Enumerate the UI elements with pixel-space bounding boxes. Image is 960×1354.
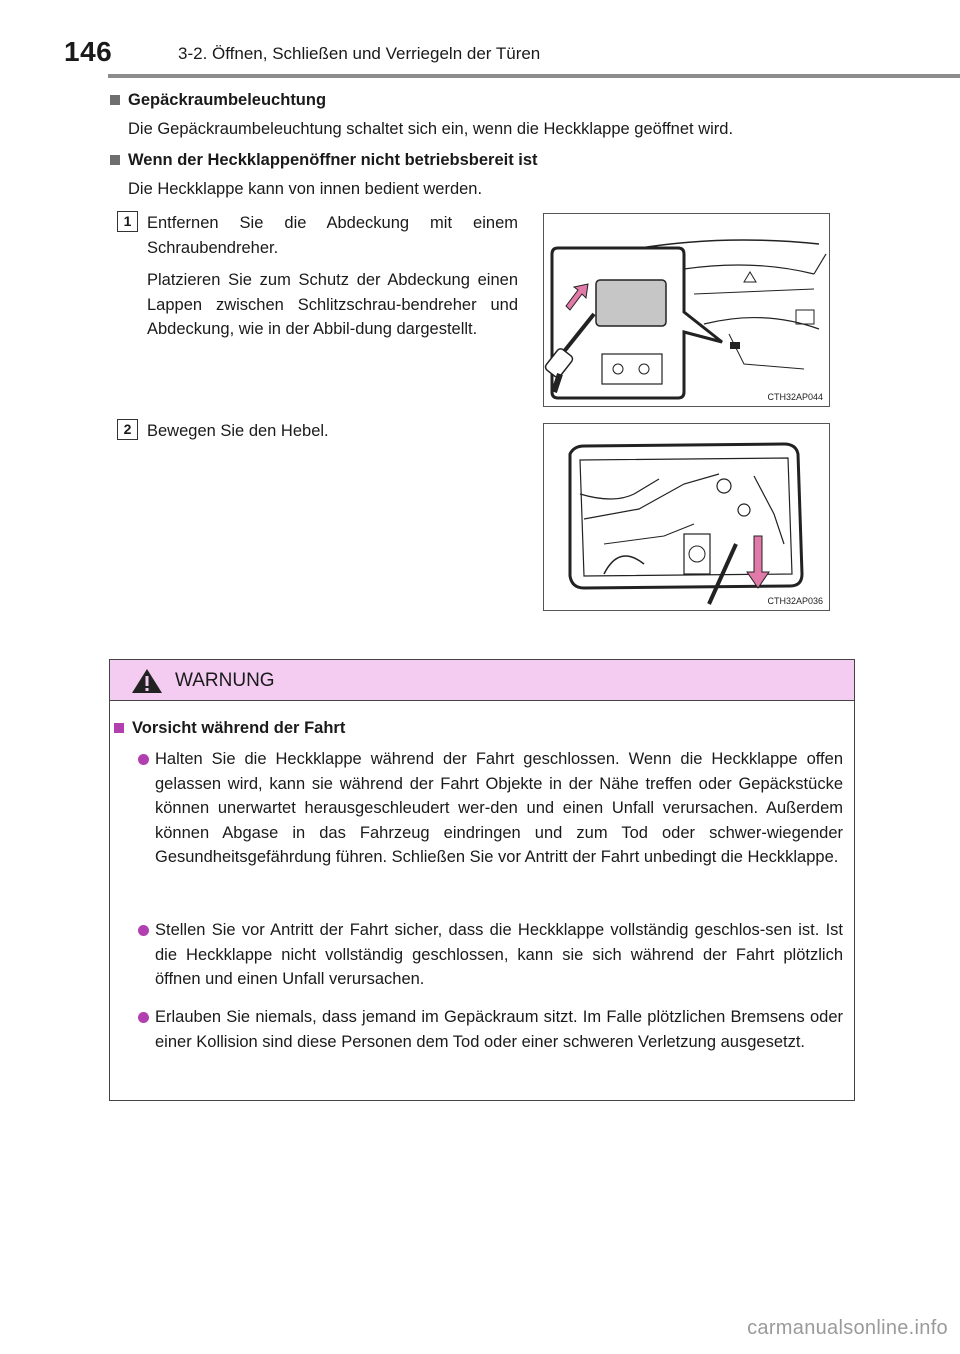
warning-box [109, 659, 855, 1101]
section-heading-luggage-light: Gepäckraumbeleuchtung [110, 91, 326, 110]
figure-remove-cover [543, 213, 830, 407]
page-number: 146 [64, 36, 113, 67]
figure-code: CTH32AP044 [767, 392, 823, 402]
warning-bullet-1: Halten Sie die Heckklappe während der Fahrt geschlossen. Wenn die Heckklappe offen gelassen wird, kann sie während der Fahrt Objekte in der Nähe treffen oder Gepäckstücke können unerwartet herausgeschleudert wer-den und einen Unfall verursachen. Außerdem können Abgase in das Fahrzeug eindringen und zum Tod oder schwer-wiegender Gesundheitsgefährdung führen. Schließen Sie vor Antritt der Fahrt unbedingt die Heckklappe. [155, 750, 843, 866]
step-1-text-a: Entfernen Sie die Abdeckung mit einem Schraubendreher. [147, 214, 518, 257]
section-text-tailgate-opener: Die Heckklappe kann von innen bedient werden. [128, 180, 483, 198]
bullet-dot-icon [138, 754, 149, 765]
warning-title: WARNUNG [175, 670, 275, 691]
warning-bullet-3: Erlauben Sie niemals, dass jemand im Gepäckraum sitzt. Im Falle plötzlichen Bremsens oder einer Kollision sind diese Personen dem Tod oder einer schweren Verletzung ausgesetzt. [155, 1008, 843, 1051]
bullet-dot-icon [138, 1012, 149, 1023]
watermark: carmanualsonline.info [747, 1317, 948, 1339]
square-bullet-icon [114, 723, 124, 733]
figure-remove-cover-drawing [544, 214, 829, 406]
chapter-title: 3-2. Öffnen, Schließen und Verriegeln der Türen [178, 44, 541, 63]
square-bullet-icon [110, 155, 120, 165]
section-heading-tailgate-opener: Wenn der Heckklappenöffner nicht betriebsbereit ist [110, 151, 538, 170]
step-number-1: 1 [117, 211, 138, 232]
figure-move-lever [543, 423, 830, 611]
bullet-dot-icon [138, 925, 149, 936]
section-text-luggage-light: Die Gepäckraumbeleuchtung schaltet sich ein, wenn die Heckklappe geöffnet wird. [128, 120, 734, 138]
step-1-text-b: Platzieren Sie zum Schutz der Abdeckung einen Lappen zwischen Schlitzschrau-bendreher und Abdeckung, wie in der Abbil-dung dargestellt. [147, 271, 518, 338]
warning-subheading: Vorsicht während der Fahrt [114, 719, 345, 738]
figure-code: CTH32AP036 [767, 596, 823, 606]
step-number-2: 2 [117, 419, 138, 440]
warning-header [110, 660, 854, 701]
step-2-text: Bewegen Sie den Hebel. [147, 422, 329, 440]
warning-bullet-2: Stellen Sie vor Antritt der Fahrt sicher, dass die Heckklappe vollständig geschlos-sen ist. Ist die Heckklappe nicht vollständig geschlossen, kann sie sich während der Fahrt plötzlich öffnen und einen Unfall verursachen. [155, 921, 843, 988]
header-rule [108, 74, 960, 78]
figure-move-lever-drawing [544, 424, 829, 610]
square-bullet-icon [110, 95, 120, 105]
warning-triangle-icon [131, 668, 163, 694]
